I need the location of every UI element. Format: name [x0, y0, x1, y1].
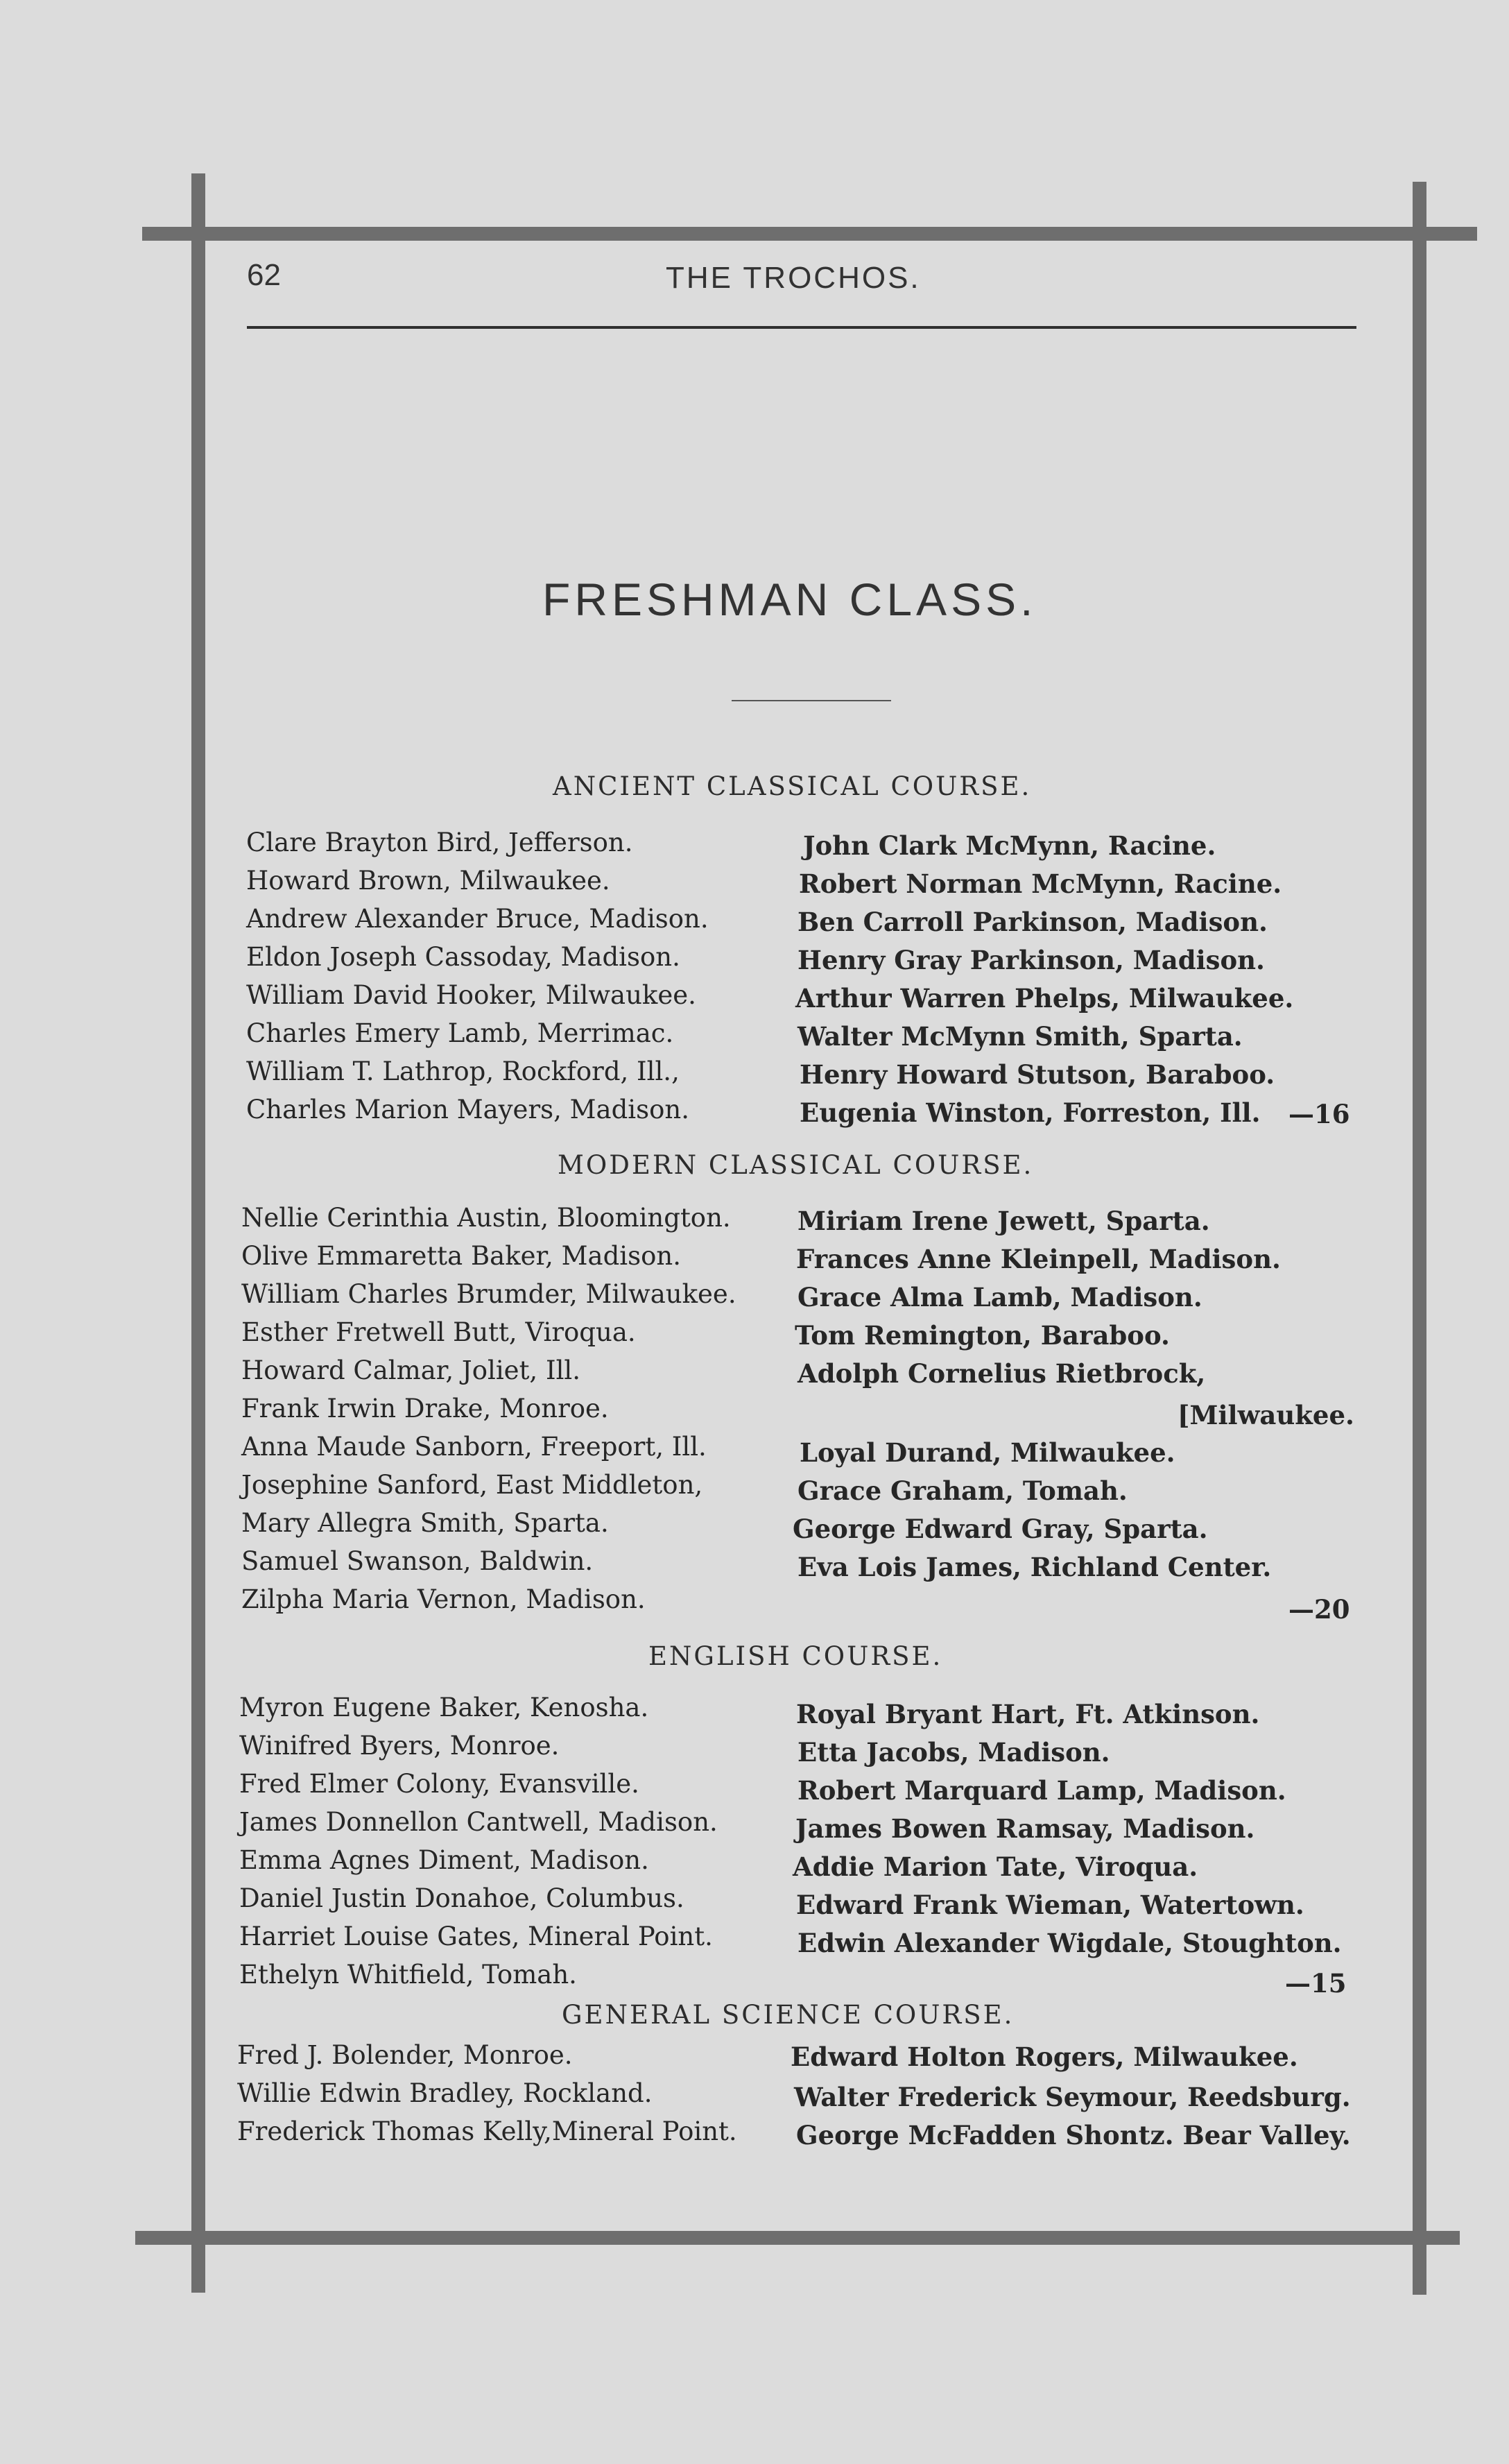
- student-name: Frederick Thomas Kelly,Mineral Point.: [237, 2116, 737, 2146]
- student-name: Grace Graham, Tomah.: [797, 1475, 1128, 1506]
- section-heading-general-science: GENERAL SCIENCE COURSE.: [562, 2000, 1015, 2030]
- student-name: Andrew Alexander Bruce, Madison.: [246, 904, 709, 934]
- page-number: 62: [247, 258, 281, 292]
- frame-rule-right: [1413, 182, 1426, 2295]
- student-name: Esther Fretwell Butt, Viroqua.: [241, 1317, 636, 1347]
- student-name: Loyal Durand, Milwaukee.: [800, 1437, 1175, 1468]
- student-name: Samuel Swanson, Baldwin.: [241, 1546, 594, 1576]
- frame-rule-left: [191, 173, 205, 2293]
- student-name: Addie Marion Tate, Viroqua.: [793, 1851, 1198, 1882]
- student-name: Frances Anne Kleinpell, Madison.: [796, 1244, 1281, 1274]
- student-name: Charles Marion Mayers, Madison.: [246, 1095, 689, 1124]
- student-name: Fred J. Bolender, Monroe.: [237, 2040, 573, 2070]
- student-name: Robert Norman McMynn, Racine.: [799, 869, 1282, 899]
- running-title: THE TROCHOS.: [666, 261, 921, 295]
- student-name: Henry Howard Stutson, Baraboo.: [800, 1059, 1275, 1090]
- section-heading-english: ENGLISH COURSE.: [648, 1641, 943, 1671]
- student-name: Daniel Justin Donahoe, Columbus.: [239, 1883, 684, 1913]
- student-name: Edward Holton Rogers, Milwaukee.: [791, 2042, 1298, 2072]
- student-name: Fred Elmer Colony, Evansville.: [239, 1769, 639, 1799]
- student-name: William David Hooker, Milwaukee.: [246, 980, 696, 1010]
- student-name: Emma Agnes Diment, Madison.: [239, 1845, 649, 1875]
- student-name: Myron Eugene Baker, Kenosha.: [239, 1693, 649, 1722]
- student-name: Robert Marquard Lamp, Madison.: [797, 1775, 1286, 1806]
- student-name: William T. Lathrop, Rockford, Ill.,: [246, 1056, 680, 1086]
- student-name: Charles Emery Lamb, Merrimac.: [246, 1018, 674, 1048]
- section-count: —15: [1285, 1968, 1347, 1999]
- student-name: Howard Brown, Milwaukee.: [246, 866, 610, 896]
- title-divider: [732, 700, 891, 701]
- student-name: Grace Alma Lamb, Madison.: [797, 1282, 1202, 1312]
- student-name: Henry Gray Parkinson, Madison.: [797, 945, 1265, 975]
- student-name: Miriam Irene Jewett, Sparta.: [797, 1206, 1210, 1236]
- student-name: Royal Bryant Hart, Ft. Atkinson.: [796, 1699, 1260, 1729]
- student-name: Frank Irwin Drake, Monroe.: [241, 1394, 609, 1423]
- student-name: Ethelyn Whitfield, Tomah.: [239, 1960, 577, 1990]
- student-name: Nellie Cerinthia Austin, Bloomington.: [241, 1203, 731, 1233]
- page-title: FRESHMAN CLASS.: [542, 574, 1037, 625]
- student-name: Clare Brayton Bird, Jefferson.: [246, 828, 633, 857]
- student-name: George McFadden Shontz. Bear Valley.: [796, 2120, 1351, 2150]
- student-name: Harriet Louise Gates, Mineral Point.: [239, 1922, 713, 1951]
- student-name: John Clark McMynn, Racine.: [803, 830, 1216, 861]
- student-name: Zilpha Maria Vernon, Madison.: [241, 1584, 646, 1614]
- student-name: Howard Calmar, Joliet, Ill.: [241, 1355, 581, 1385]
- student-name: James Donnellon Cantwell, Madison.: [239, 1807, 718, 1837]
- student-name: Etta Jacobs, Madison.: [797, 1737, 1110, 1768]
- frame-rule-bottom: [135, 2231, 1460, 2245]
- student-name: Edwin Alexander Wigdale, Stoughton.: [797, 1928, 1342, 1958]
- student-name: Edward Frank Wieman, Watertown.: [796, 1890, 1304, 1920]
- student-name: James Bowen Ramsay, Madison.: [795, 1813, 1255, 1844]
- section-count: —20: [1288, 1594, 1350, 1625]
- student-name: Tom Remington, Baraboo.: [795, 1320, 1170, 1351]
- student-name: Winifred Byers, Monroe.: [239, 1731, 560, 1761]
- student-name: Walter McMynn Smith, Sparta.: [797, 1021, 1243, 1052]
- student-name: Mary Allegra Smith, Sparta.: [241, 1508, 609, 1538]
- student-name: Eva Lois James, Richland Center.: [797, 1552, 1272, 1582]
- section-heading-modern: MODERN CLASSICAL COURSE.: [558, 1150, 1034, 1180]
- section-count: —16: [1288, 1099, 1350, 1129]
- continuation-text: [Milwaukee.: [1178, 1400, 1354, 1430]
- frame-rule-top: [142, 227, 1477, 241]
- header-rule: [247, 326, 1356, 329]
- student-name: Ben Carroll Parkinson, Madison.: [797, 907, 1268, 937]
- student-name: George Edward Gray, Sparta.: [793, 1514, 1208, 1544]
- student-name: Walter Frederick Seymour, Reedsburg.: [794, 2082, 1351, 2112]
- student-name: Olive Emmaretta Baker, Madison.: [241, 1241, 681, 1271]
- student-name: Eugenia Winston, Forreston, Ill.: [800, 1097, 1261, 1128]
- student-name: William Charles Brumder, Milwaukee.: [241, 1279, 736, 1309]
- student-name: Josephine Sanford, East Middleton,: [241, 1470, 703, 1500]
- student-name: Arthur Warren Phelps, Milwaukee.: [795, 983, 1294, 1013]
- student-name: Willie Edwin Bradley, Rockland.: [237, 2078, 653, 2108]
- section-heading-ancient: ANCIENT CLASSICAL COURSE.: [553, 771, 1032, 801]
- student-name: Adolph Cornelius Rietbrock,: [797, 1358, 1206, 1389]
- student-name: Eldon Joseph Cassoday, Madison.: [246, 942, 680, 972]
- student-name: Anna Maude Sanborn, Freeport, Ill.: [241, 1432, 707, 1462]
